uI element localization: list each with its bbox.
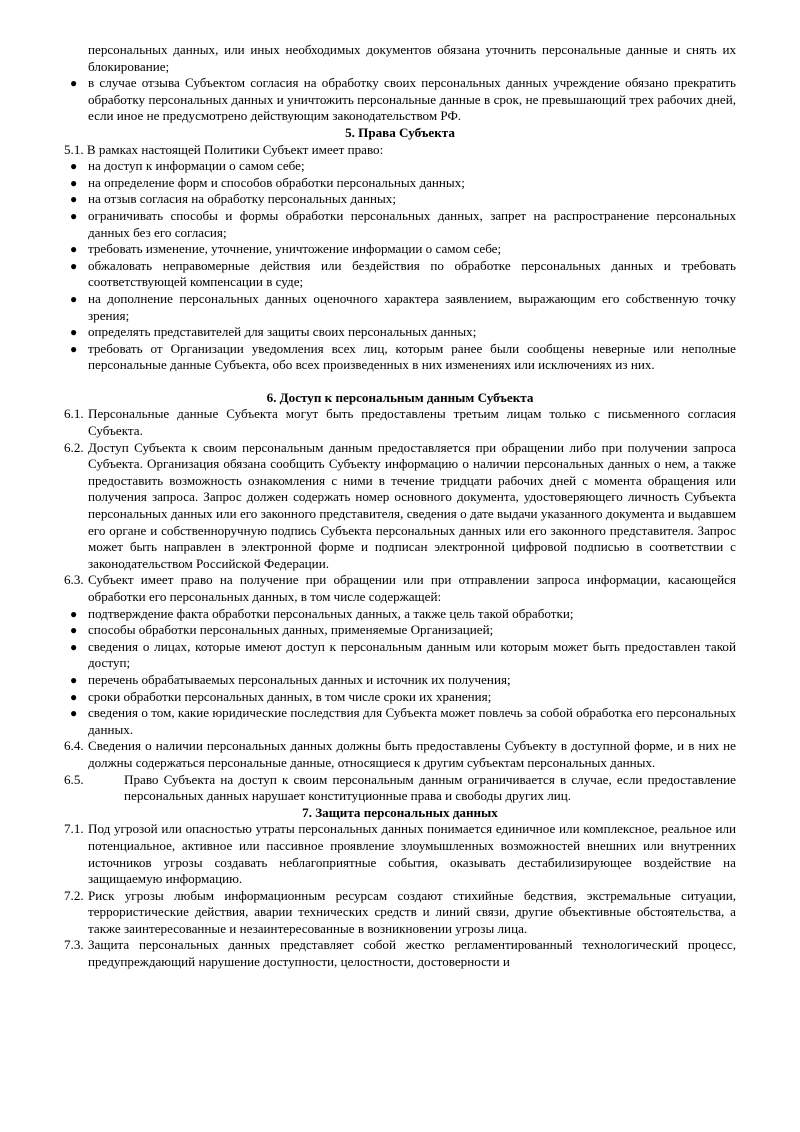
clause-number: 6.4.: [64, 738, 84, 754]
intro-continuation: персональных данных, или иных необходимых документов обязана уточнить персональные данные и снять их блокирование;: [88, 42, 736, 74]
section-6-heading: 6. Доступ к персональным данным Субъекта: [266, 389, 534, 405]
list-item: [64, 689, 736, 706]
list-item-text: на доступ к информации о самом себе;: [88, 158, 305, 174]
list-item-text: на дополнение персональных данных оценочного характера заявлением, выражающим его собственную точку зрения;: [88, 290, 736, 323]
clause-7-1: [64, 821, 736, 887]
clause-number: 6.5.: [64, 771, 84, 787]
list-item: [64, 324, 736, 341]
list-item: [64, 208, 736, 241]
list-item: [64, 606, 736, 623]
clause-number: 6.3.: [64, 572, 84, 588]
clause-5-1: 5.1. В рамках настоящей Политики Субъект имеет право:: [64, 141, 384, 157]
bullet-icon: ●: [70, 76, 78, 91]
list-item-text: подтверждение факта обработки персональных данных, а также цель такой обработки;: [88, 605, 574, 621]
clause-6-4: [64, 738, 736, 771]
bullet-icon: ●: [70, 291, 78, 306]
list-item: [64, 75, 736, 125]
list-item: [64, 158, 736, 175]
list-item-text: способы обработки персональных данных, применяемые Организацией;: [88, 622, 494, 638]
list-item: [64, 175, 736, 192]
list-item: [64, 341, 736, 374]
list-item-text: перечень обрабатываемых персональных данных и источник их получения;: [88, 671, 511, 687]
clause-text: Под угрозой или опасностью утраты персональных данных понимается единичное или комплексное, реальное или потенциальное, активное или пассивное проявление злоумышленных возможностей внешних или внутренних источников угрозы создавать неблагоприятные события, оказывать дестабилизирующее воздействие на защищаемую информацию.: [88, 821, 736, 887]
clause-number: 7.3.: [64, 937, 84, 953]
clause-text: Риск угрозы любым информационным ресурсам создают стихийные бедствия, экстремальные ситуации, террористические действия, аварии технических средств и линий связи, другие объективные обстоятельства, а также заинтересованные и незаинтересованные в возникновении угрозы лица.: [88, 887, 736, 936]
list-item-text: в случае отзыва Субъектом согласия на обработку своих персональных данных учреждение обязано прекратить обработку персональных данных и уничтожить персональные данные в срок, не превышающий трех рабочих дней, если иное не предусмотрено действующим законодательством РФ.: [88, 75, 736, 124]
bullet-icon: ●: [70, 706, 78, 721]
list-item-text: определять представителей для защиты своих персональных данных;: [88, 324, 477, 340]
section-gap: [64, 374, 736, 390]
clause-text: Субъект имеет право на получение при обращении или при отправлении запроса информации, касающейся обработки его персональных данных, в том числе содержащей:: [88, 572, 736, 604]
clause-text: Право Субъекта на доступ к своим персональным данным ограничивается в случае, если предоставление персональных данных нарушает конституционные права и свободы других лиц.: [124, 771, 736, 804]
clause-number: 7.1.: [64, 821, 84, 837]
clause-number: 6.2.: [64, 439, 84, 455]
list-item: [64, 191, 736, 208]
list-item-text: ограничивать способы и формы обработки персональных данных, запрет на распространение персональных данных без его согласия;: [88, 207, 736, 240]
bullet-icon: ●: [70, 639, 78, 654]
clause-7-2: [64, 888, 736, 938]
list-item-text: сведения о лицах, которые имеют доступ к персональным данным или которым может быть предоставлен такой доступ;: [88, 638, 736, 671]
bullet-icon: ●: [70, 192, 78, 207]
clause-number: 6.1.: [64, 406, 84, 422]
bullet-icon: ●: [70, 341, 78, 356]
clause-6-1: [64, 406, 736, 439]
list-item-text: обжаловать неправомерные действия или бездействия по обработке персональных данных и требовать соответствующей компенсации в суде;: [88, 257, 736, 290]
list-item-text: на определение форм и способов обработки персональных данных;: [88, 174, 465, 190]
clause-6-5: [64, 772, 736, 805]
list-item: [64, 705, 736, 738]
bullet-icon: ●: [70, 159, 78, 174]
list-item: [64, 241, 736, 258]
list-item: [64, 672, 736, 689]
bullet-icon: ●: [70, 606, 78, 621]
list-item: [64, 291, 736, 324]
section-5-heading: 5. Права Субъекта: [345, 124, 455, 140]
clause-6-3: [64, 572, 736, 605]
bullet-icon: ●: [70, 258, 78, 273]
clause-number: 7.2.: [64, 887, 84, 903]
list-item-text: сведения о том, какие юридические последствия для Субъекта может повлечь за собой обработка его персональных данных.: [88, 705, 736, 737]
list-item: [64, 622, 736, 639]
info-list: [64, 606, 736, 739]
bullet-icon: ●: [70, 325, 78, 340]
bullet-icon: ●: [70, 175, 78, 190]
list-item: [64, 639, 736, 672]
clause-text: Доступ Субъекта к своим персональным данным предоставляется при обращении либо при получении запроса Субъекта. Организация обязана сообщить Субъекту информацию о наличии персональных данных о нем, а также предоставить возможность ознакомления с ними в течение тридцати рабочих дней с момента обращения или получения запроса. Запрос должен содержать номер основного документа, удостоверяющего личность Субъекта персональных данных или его законного представителя, сведения о дате выдачи указанного документа и выдавшем его органе и собственноручную подпись Субъекта персональных данных или его законного представителя. Запрос может быть направлен в электронной форме и подписан электронной цифровой подписью в соответствии с законодательством Российской Федерации.: [88, 439, 736, 571]
list-item-text: сроки обработки персональных данных, в том числе сроки их хранения;: [88, 688, 492, 704]
list-item-text: на отзыв согласия на обработку персональных данных;: [88, 191, 396, 207]
section-7-heading: 7. Защита персональных данных: [302, 804, 498, 820]
bullet-icon: ●: [70, 623, 78, 638]
list-item-text: требовать изменение, уточнение, уничтожение информации о самом себе;: [88, 241, 502, 257]
rights-list: [64, 158, 736, 374]
bullet-icon: ●: [70, 208, 78, 223]
list-item: [64, 258, 736, 291]
bullet-icon: ●: [70, 242, 78, 257]
clause-6-2: [64, 440, 736, 573]
clause-7-3: [64, 937, 736, 970]
clause-text: Сведения о наличии персональных данных должны быть предоставлены Субъекту в доступной форме, и в них не должны содержаться персональные данные, относящиеся к другим субъектам персональных данных.: [88, 738, 736, 770]
bullet-icon: ●: [70, 689, 78, 704]
clause-text: Защита персональных данных представляет собой жестко регламентированный технологический процесс, предупреждающий нарушение доступности, целостности, достоверности и: [88, 937, 736, 970]
list-item-text: требовать от Организации уведомления всех лиц, которым ранее были сообщены неверные или неполные персональные данные Субъекта, обо всех произведенных в них изменениях или исключениях из них.: [88, 340, 736, 373]
clause-text: Персональные данные Субъекта могут быть предоставлены третьим лицам только с письменного согласия Субъекта.: [88, 406, 736, 439]
bullet-icon: ●: [70, 672, 78, 687]
